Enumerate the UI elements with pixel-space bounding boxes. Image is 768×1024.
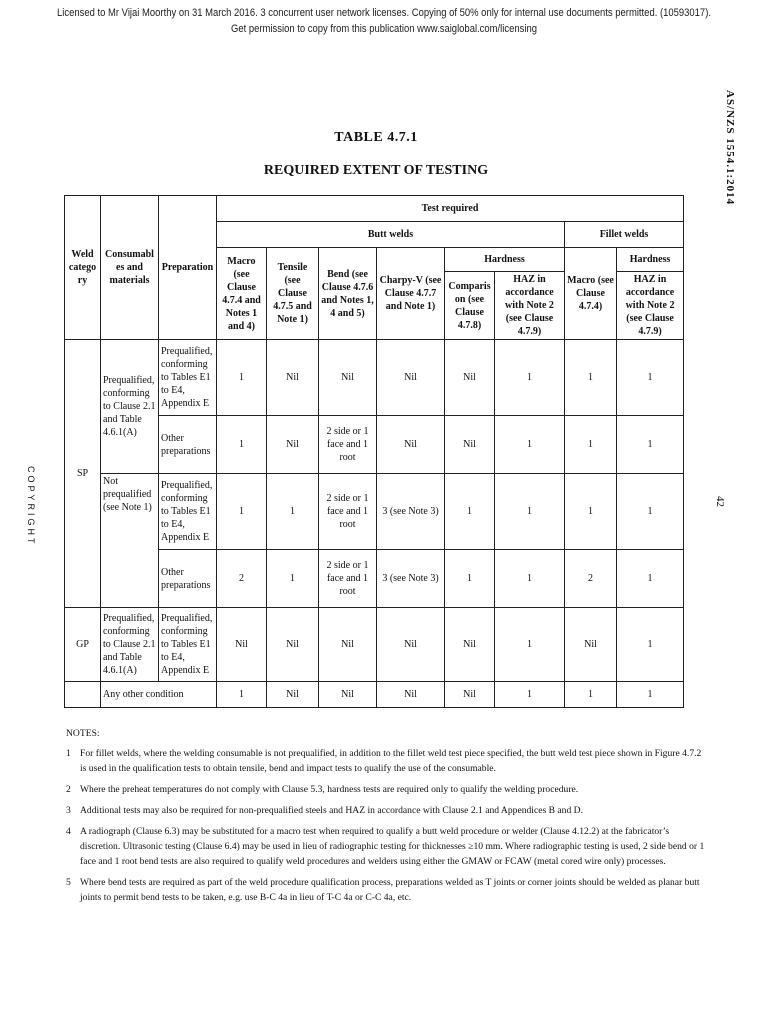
value-cell: Nil [217,608,267,682]
value-cell: 1 [217,340,267,416]
header-fillet-haz: HAZ in accordance with Note 2 (see Clause 4.7.9) [617,272,684,340]
value-cell: Nil [445,416,495,474]
header-fillet-macro: Macro (see Clause 4.7.4) [565,248,617,340]
category-sp: SP [65,340,101,608]
value-cell: 2 [217,550,267,608]
value-cell: Nil [319,340,377,416]
value-cell: 1 [495,474,565,550]
consumable-any-other: Any other condition [101,682,217,708]
table-row [65,682,684,708]
value-cell: Nil [445,682,495,708]
value-cell: 2 side or 1 face and 1 root [319,550,377,608]
value-cell: Nil [377,608,445,682]
note-item [66,875,706,905]
value-cell: Nil [445,608,495,682]
value-cell: 1 [217,416,267,474]
note-number: 1 [66,748,71,759]
table-row [65,474,684,550]
note-text: Where the preheat temperatures do not comply with Clause 5.3, hardness tests are required only to qualify the welding procedure. [80,784,579,795]
value-cell: 1 [617,608,684,682]
header-hardness: Hardness [445,248,565,272]
note-number: 3 [66,805,71,816]
license-notice [54,5,714,37]
value-cell: 1 [565,682,617,708]
notes-heading: NOTES: [66,728,100,739]
note-number: 4 [66,826,71,837]
table-number: TABLE 4.7.1 [334,130,418,145]
note-item [66,746,706,776]
value-cell: 1 [495,416,565,474]
value-cell: 2 [565,550,617,608]
value-cell: 3 (see Note 3) [377,550,445,608]
value-cell: Nil [377,682,445,708]
value-cell: Nil [267,340,319,416]
preparation-cell: Other preparations [159,416,217,474]
preparation-cell: Prequalified, conforming to Tables E1 to E4, Appendix E [159,474,217,550]
table-row [65,608,684,682]
header-consumables: Consumables and materials [101,196,159,340]
value-cell: 2 side or 1 face and 1 root [319,416,377,474]
table-notes [66,726,706,911]
page-number: 42 [714,496,726,507]
header-bend: Bend (see Clause 4.7.6 and Notes 1, 4 and 5) [319,248,377,340]
value-cell: 1 [495,340,565,416]
value-cell: 1 [495,682,565,708]
license-line-2: Get permission to copy from this publication www.saiglobal.com/licensing [230,23,537,35]
note-text: A radiograph (Clause 6.3) may be substituted for a macro test when required to qualify a butt weld procedure or welder (Clause 4.12.2) at the fabricator’s discretion. Ultrasonic testing (Clause 6.4) may be used in lieu of radiographic testing for thicknesses ≥10 mm. Where radiographic testing is used, 2 side bend or 1 face and 1 root bend tests are also required to qualify weld procedures and welders using either the GMAW or FCAW (metal cored wire only) processes. [80,826,705,867]
header-butt-welds: Butt welds [217,222,565,248]
value-cell: 1 [617,682,684,708]
note-number: 2 [66,784,71,795]
value-cell: Nil [377,340,445,416]
header-weld-category: Weld category [65,196,101,340]
note-text: Where bend tests are required as part of the weld procedure qualification process, preparations welded as T joints or corner joints should be welded as planar butt joints to permit bend tests to be taken, e.g. use B-C 4a in lieu of T-C 4a or C-C 4a, etc. [80,877,700,903]
value-cell: 1 [617,474,684,550]
header-fillet-welds: Fillet welds [565,222,684,248]
preparation-cell: Prequalified, conforming to Tables E1 to E4, Appendix E [159,608,217,682]
value-cell: 1 [217,474,267,550]
value-cell: 1 [267,550,319,608]
header-comparison: Comparison (see Clause 4.7.8) [445,272,495,340]
value-cell: 1 [445,550,495,608]
note-text: Additional tests may also be required for non-prequalified steels and HAZ in accordance with Clause 2.1 and Appendices B and D. [80,805,583,816]
note-text: For fillet welds, where the welding consumable is not prequalified, in addition to the fillet weld test piece specified, the butt weld test piece shown in Figure 4.7.2 is used in the qualification tests to obtain tensile, bend and impact tests to qualify the use of the consumable. [80,748,702,774]
header-charpy: Charpy-V (see Clause 4.7.7 and Note 1) [377,248,445,340]
consumable-prequalified: Prequalified, conforming to Clause 2.1 and Table 4.6.1(A) [101,608,159,682]
preparation-cell: Other preparations [159,550,217,608]
value-cell: Nil [445,340,495,416]
value-cell: Nil [377,416,445,474]
value-cell: 1 [445,474,495,550]
table-row [65,340,684,416]
value-cell: Nil [565,608,617,682]
note-item [66,803,706,818]
value-cell: Nil [319,608,377,682]
value-cell: Nil [267,608,319,682]
header-fillet-hardness: Hardness [617,248,684,272]
value-cell: 1 [565,340,617,416]
empty-category-cell [65,682,101,708]
value-cell: 1 [565,416,617,474]
value-cell: 1 [495,550,565,608]
header-preparation: Preparation [159,196,217,340]
license-line-1: Licensed to Mr Vijai Moorthy on 31 March 2016. 3 concurrent user network licenses. Copying of 50% only for internal use documents permitted. (10593017). [57,7,711,19]
standard-reference: AS/NZS 1554.1:2014 [724,90,736,206]
table-title: REQUIRED EXTENT OF TESTING [263,163,489,178]
copyright-mark: COPYRIGHT [26,466,36,547]
value-cell: 1 [617,340,684,416]
consumable-prequalified: Prequalified, conforming to Clause 2.1 and Table 4.6.1(A) [101,340,159,474]
value-cell: 1 [495,608,565,682]
header-macro: Macro (see Clause 4.7.4 and Notes 1 and 4) [217,248,267,340]
header-test-required: Test required [217,196,684,222]
consumable-not-prequalified: Not prequalified (see Note 1) [101,474,159,608]
category-gp: GP [65,608,101,682]
preparation-cell: Prequalified, conforming to Tables E1 to E4, Appendix E [159,340,217,416]
value-cell: 2 side or 1 face and 1 root [319,474,377,550]
value-cell: Nil [267,682,319,708]
note-number: 5 [66,877,71,888]
value-cell: 3 (see Note 3) [377,474,445,550]
value-cell: 1 [217,682,267,708]
value-cell: 1 [617,550,684,608]
header-haz: HAZ in accordance with Note 2 (see Clause 4.7.9) [495,272,565,340]
value-cell: Nil [319,682,377,708]
value-cell: Nil [267,416,319,474]
value-cell: 1 [617,416,684,474]
value-cell: 1 [267,474,319,550]
value-cell: 1 [565,474,617,550]
required-testing-table [64,195,684,708]
note-item [66,782,706,797]
header-tensile: Tensile (see Clause 4.7.5 and Note 1) [267,248,319,340]
note-item [66,824,706,869]
